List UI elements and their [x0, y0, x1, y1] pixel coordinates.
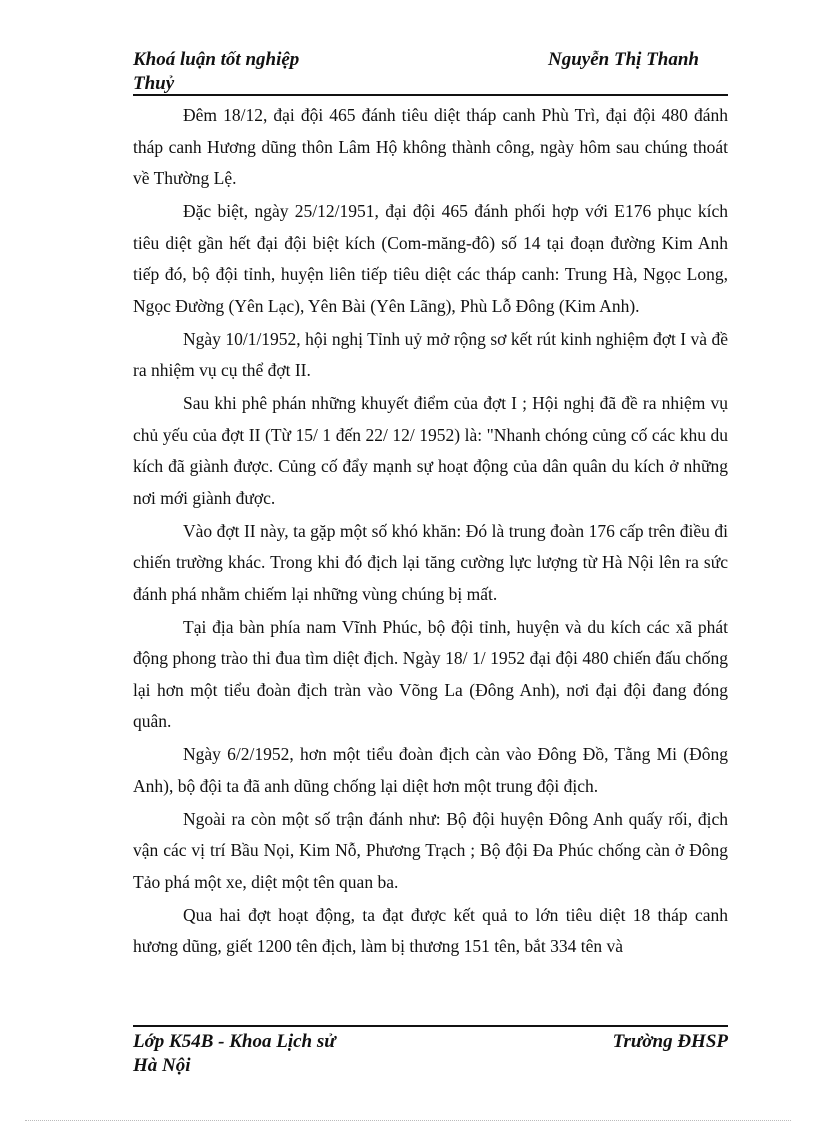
paragraph: Ngoài ra còn một số trận đánh như: Bộ đội huyện Đông Anh quấy rối, địch vận các vị trí Bầu Nọi, Kim Nỗ, Phương Trạch ; Bộ đội Đa Phúc chống càn ở Đông Tảo phá một xe, diệt một tên quan ba.: [133, 808, 728, 892]
paragraph: Sau khi phê phán những khuyết điểm của đợt I ; Hội nghị đã đề ra nhiệm vụ chủ yếu của đợt II (Từ 15/ 1 đến 22/ 12/ 1952) là: "Nhanh chóng củng cố các khu du kích đã giành được. Củng cố đẩy mạnh sự hoạt động của dân quân du kích ở những nơi mới giành được.: [133, 393, 728, 508]
header-thesis-label: Khoá luận tốt nghiệp: [133, 49, 300, 70]
header-author-name: Nguyễn Thị Thanh: [548, 49, 699, 70]
paragraph: Ngày 10/1/1952, hội nghị Tỉnh uỷ mở rộng sơ kết rút kinh nghiệm đợt I và đề ra nhiệm vụ cụ thể đợt II.: [133, 328, 728, 380]
page-header: [133, 48, 728, 94]
document-body: [133, 100, 728, 963]
footer-class-label: Lớp K54B - Khoa Lịch sử: [133, 1031, 336, 1052]
footer-school-label: Trường ĐHSP: [612, 1031, 728, 1052]
footer-city-label: Hà Nội: [133, 1055, 191, 1076]
footer-rule: [133, 1025, 728, 1027]
header-author-name-continued: Thuỷ: [133, 73, 175, 94]
paragraph: Tại địa bàn phía nam Vĩnh Phúc, bộ đội tỉnh, huyện và du kích các xã phát động phong trào thi đua tìm diệt địch. Ngày 18/ 1/ 1952 đại đội 480 chiến đấu chống lại hơn một tiểu đoàn địch tràn vào Võng La (Đông Anh), nơi đại đội đang đóng quân.: [133, 616, 728, 731]
page-edge-divider: [25, 1120, 791, 1121]
paragraph: Vào đợt II này, ta gặp một số khó khăn: Đó là trung đoàn 176 cấp trên điều đi chiến trường khác. Trong khi đó địch lại tăng cường lực lượng từ Hà Nội lên ra sức đánh phá nhằm chiếm lại những vùng chúng bị mất.: [133, 520, 728, 604]
paragraph: Đặc biệt, ngày 25/12/1951, đại đội 465 đánh phối hợp với E176 phục kích tiêu diệt gần hết đại đội biệt kích (Com-măng-đô) số 14 tại đoạn đường Kim Anh tiếp đó, bộ đội tỉnh, huyện liên tiếp tiêu diệt các tháp canh: Trung Hà, Ngọc Long, Ngọc Đường (Yên Lạc), Yên Bài (Yên Lãng), Phù Lỗ Đông (Kim Anh).: [133, 201, 728, 316]
paragraph: Đêm 18/12, đại đội 465 đánh tiêu diệt tháp canh Phù Trì, đại đội 480 đánh tháp canh Hương dũng thôn Lâm Hộ không thành công, ngày hôm sau chúng thoát về Thường Lệ.: [133, 105, 728, 188]
paragraph: Qua hai đợt hoạt động, ta đạt được kết quả to lớn tiêu diệt 18 tháp canh hương dũng, giết 1200 tên địch, làm bị thương 151 tên, bắt 334 tên và: [133, 904, 728, 956]
page-footer: [133, 1030, 728, 1078]
header-rule: [133, 94, 728, 96]
paragraph: Ngày 6/2/1952, hơn một tiểu đoàn địch càn vào Đông Đồ, Tằng Mi (Đông Anh), bộ đội ta đã anh dũng chống lại diệt hơn một trung đội địch.: [133, 744, 728, 796]
